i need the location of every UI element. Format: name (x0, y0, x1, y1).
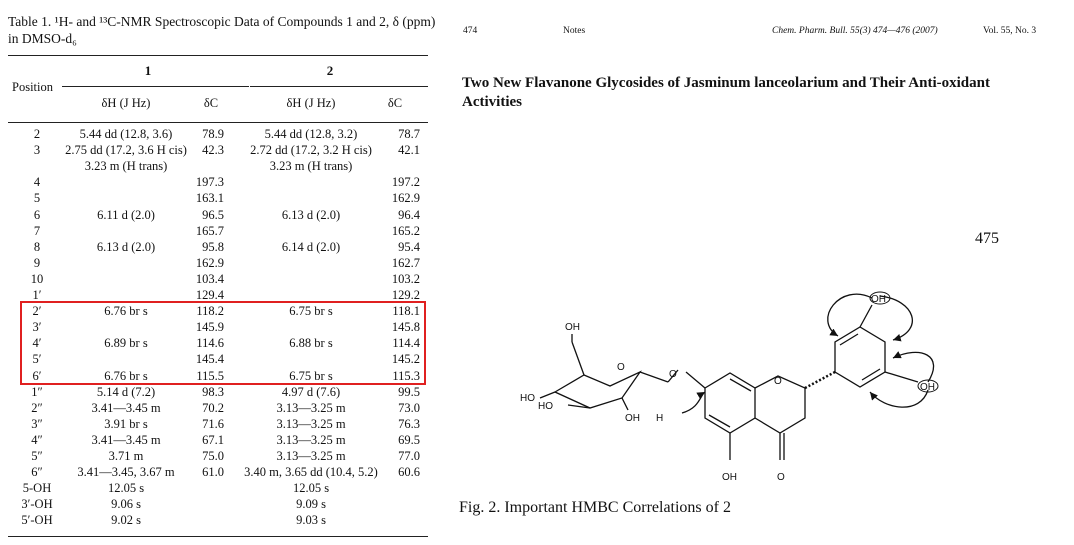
table-cell-h1: 3.71 m (108, 449, 144, 463)
table-cell-h1: 6.76 br s (104, 304, 148, 319)
header-journal: Chem. Pharm. Bull. 55(3) 474—476 (2007) (772, 26, 938, 36)
table-cell-c1: 75.0 (202, 449, 224, 463)
label-oh-glc: OH (565, 322, 580, 333)
table-cell-c2: 60.6 (398, 465, 420, 480)
table-cell-c1: 70.2 (202, 400, 224, 415)
label-o-ring: O (774, 376, 782, 387)
table-cell-c2: 118.1 (392, 304, 420, 319)
header-page: 474 (463, 26, 478, 36)
table-cell-c1: 197.3 (195, 175, 224, 190)
table-cell-position: 1′ (32, 288, 42, 302)
table-cell-position: 6′ (32, 368, 42, 383)
table-cell-c2: 73.0 (398, 400, 420, 415)
table-cell-position: 10 (30, 271, 44, 286)
table-cell-h1: 6.13 d (2.0) (96, 239, 156, 254)
table-cell-position: 5″ (31, 449, 43, 463)
compound1-rule (62, 86, 249, 87)
a-ring (705, 373, 755, 433)
table-cell-c2: 115.3 (392, 368, 420, 383)
table-cell-c2: 145.8 (391, 320, 420, 335)
table-cell-h1: 3.23 m (H trans) (84, 159, 168, 174)
table-cell-c1: 67.1 (202, 432, 224, 447)
table-cell-h2: 6.14 d (2.0) (281, 239, 341, 254)
table-cell-position: 6″ (31, 465, 43, 480)
table-cell-position: 3′ (32, 320, 42, 335)
table-cell-c2: 162.7 (391, 255, 420, 270)
table-cell-c2: 114.4 (392, 336, 420, 351)
table-header-rule (8, 122, 428, 123)
table-cell-h1: 5.44 dd (12.8, 3.6) (79, 127, 173, 141)
table-cell-position: 4″ (31, 432, 43, 447)
header-volume: Vol. 55, No. 3 (983, 26, 1037, 36)
col-header-h1: δH (J Hz) (101, 96, 151, 110)
table-cell-h1: 6.11 d (2.0) (97, 207, 155, 222)
table-cell-c1: 162.9 (195, 255, 224, 270)
compound1-header: 1 (144, 63, 152, 78)
table-cell-position: 5-OH (22, 481, 52, 496)
table-cell-c2: 165.2 (391, 223, 420, 238)
table-cell-position: 5′-OH (21, 513, 53, 528)
table-cell-h1: 2.75 dd (17.2, 3.6 H cis) (65, 143, 187, 158)
label-oh-bottom: OH (722, 472, 737, 483)
table-cell-position: 1″ (31, 384, 43, 399)
table-cell-c2: 99.5 (398, 384, 420, 399)
table-cell-h2: 3.23 m (H trans) (269, 159, 353, 174)
table-cell-c1: 95.8 (202, 239, 224, 254)
table-cell-c1: 114.6 (196, 336, 224, 351)
label-o-sugar: O (617, 362, 625, 373)
table-cell-c1: 118.2 (196, 304, 224, 319)
table-cell-c1: 42.3 (202, 143, 224, 158)
table-caption-text: ¹H- and ¹³C-NMR Spectroscopic Data of Compounds 1 and 2, δ (ppm) in DMSO-d₆ (8, 14, 436, 46)
table-cell-h2: 3.40 m, 3.65 dd (10.4, 5.2) (244, 465, 378, 480)
position-header: Position (12, 80, 53, 94)
table-cell-position: 8 (33, 239, 41, 254)
table-cell-h2: 4.97 d (7.6) (281, 384, 341, 399)
table-cell-h1: 3.41—3.45 m (91, 400, 161, 415)
table-cell-position: 3″ (31, 416, 43, 431)
table-cell-c1: 96.5 (202, 207, 224, 222)
table-cell-h1: 6.76 br s (104, 368, 148, 383)
table-cell-h1: 9.06 s (111, 497, 141, 512)
label-ho1: HO (520, 393, 535, 404)
table-cell-position: 7 (33, 223, 41, 238)
table-cell-h2: 3.13—3.25 m (276, 400, 346, 415)
table-cell-c2: 77.0 (398, 449, 420, 463)
table-cell-c2: 78.7 (398, 127, 420, 141)
hmbc-arrow-5 (682, 392, 705, 413)
table-cell-position: 5 (33, 191, 41, 206)
table-bottom-rule (8, 536, 428, 537)
table-cell-h2: 6.75 br s (289, 304, 333, 319)
table-cell-h2: 9.09 s (296, 497, 326, 512)
table-cell-c1: 98.3 (202, 384, 224, 399)
highlight-box (20, 301, 426, 385)
table-cell-h2: 5.44 dd (12.8, 3.2) (264, 127, 358, 141)
table-cell-c2: 76.3 (398, 416, 420, 431)
table-cell-c2: 103.2 (391, 271, 420, 286)
table-cell-c2: 197.2 (391, 175, 420, 190)
table-cell-c1: 78.9 (202, 127, 224, 141)
table-cell-h2: 3.13—3.25 m (276, 432, 346, 447)
table-cell-c2: 129.2 (391, 288, 420, 302)
table-cell-h2: 6.75 br s (289, 368, 333, 383)
page-number: 475 (975, 230, 999, 247)
label-o-keto: O (777, 472, 785, 483)
table-cell-h1: 5.14 d (7.2) (96, 384, 156, 399)
table-cell-h2: 9.03 s (296, 513, 326, 528)
col-header-c2: δC (387, 96, 403, 110)
table-cell-position: 2″ (31, 400, 43, 415)
hmbc-arrow-3 (893, 352, 934, 382)
table-cell-h2: 6.13 d (2.0) (281, 207, 341, 222)
table-cell-h2: 3.13—3.25 m (276, 449, 346, 463)
table-cell-c1: 165.7 (195, 223, 224, 238)
table-cell-position: 3 (33, 143, 41, 158)
table-cell-h1: 3.41—3.45, 3.67 m (77, 465, 175, 480)
compound2-rule (250, 86, 428, 87)
table-cell-h1: 6.89 br s (104, 336, 148, 351)
table-cell-h1: 3.91 br s (104, 416, 148, 431)
label-oh-mid: OH (625, 413, 640, 424)
table-caption-prefix: Table 1. (8, 14, 52, 29)
label-h: H (656, 413, 664, 424)
label-oh-right: OH (920, 382, 935, 393)
table-cell-h2: 3.13—3.25 m (276, 416, 346, 431)
label-o-link: O (669, 369, 677, 380)
hmbc-structure-figure (460, 270, 1060, 490)
table-cell-c1: 129.4 (195, 288, 224, 302)
table-cell-c2: 69.5 (398, 432, 420, 447)
table-cell-position: 5′ (32, 352, 42, 367)
table-cell-position: 9 (33, 255, 41, 270)
table-top-rule (8, 55, 428, 56)
table-cell-c1: 61.0 (202, 465, 224, 480)
table-cell-position: 4 (33, 175, 41, 190)
table-cell-c2: 42.1 (398, 143, 420, 158)
table-cell-position: 2′ (32, 304, 42, 319)
table-cell-c1: 115.5 (196, 368, 224, 383)
table-cell-h2: 6.88 br s (289, 336, 333, 351)
table-cell-h2: 2.72 dd (17.2, 3.2 H cis) (250, 143, 372, 158)
table-cell-h1: 12.05 s (107, 481, 145, 496)
glucose-ring (555, 372, 640, 408)
col-header-h2: δH (J Hz) (286, 96, 336, 110)
table-cell-c1: 145.9 (195, 320, 224, 335)
table-cell-position: 2 (33, 127, 41, 141)
figure-caption: Fig. 2. Important HMBC Correlations of 2 (459, 499, 731, 516)
table-cell-c2: 162.9 (391, 191, 420, 206)
table-cell-c1: 145.4 (195, 352, 224, 367)
label-oh-top: OH (871, 294, 886, 305)
table-cell-c2: 145.2 (391, 352, 420, 367)
table-cell-position: 4′ (32, 336, 42, 351)
table-cell-c2: 96.4 (398, 207, 420, 222)
table-caption (8, 13, 438, 47)
table-cell-c1: 163.1 (195, 191, 224, 206)
col-header-c1: δC (203, 96, 219, 110)
table-cell-c1: 71.6 (202, 416, 224, 431)
article-title: Two New Flavanone Glycosides of Jasminum lanceolarium and Their Anti-oxidant Activities (462, 75, 990, 110)
table-cell-c1: 103.4 (195, 271, 224, 286)
compound2-header: 2 (326, 63, 334, 78)
table-cell-h2: 12.05 s (292, 481, 330, 496)
table-cell-position: 3′-OH (21, 497, 53, 512)
header-section: Notes (563, 26, 586, 36)
table-cell-h1: 9.02 s (111, 513, 141, 528)
table-cell-c2: 95.4 (398, 239, 420, 254)
b-ring (835, 327, 885, 387)
table-cell-h1: 3.41—3.45 m (91, 432, 161, 447)
label-ho2: HO (538, 401, 553, 412)
table-cell-position: 6 (33, 207, 41, 222)
